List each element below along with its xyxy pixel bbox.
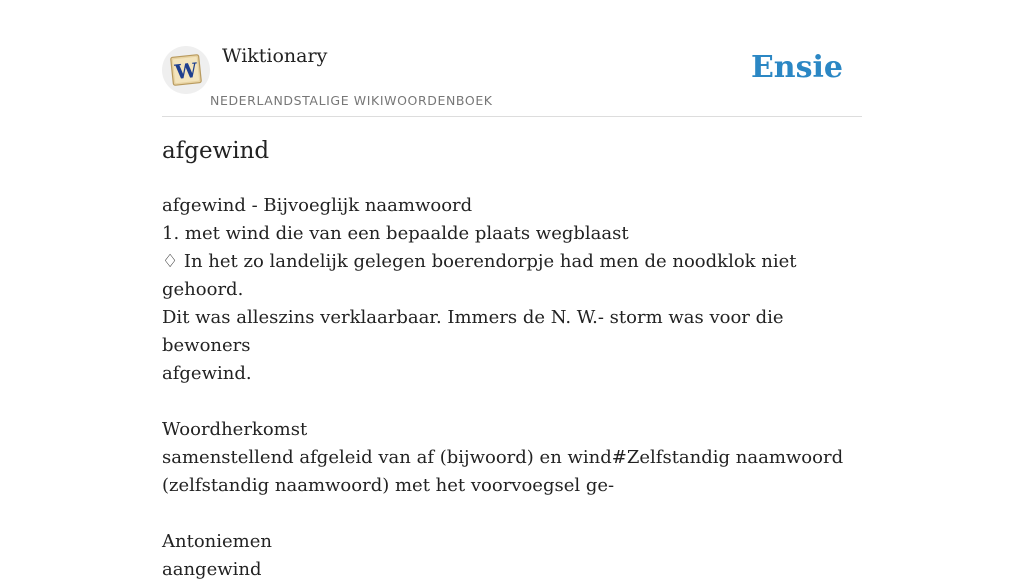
- page-title: afgewind: [162, 138, 270, 164]
- logo-letter: W: [173, 57, 199, 85]
- antonyms-heading: Antoniemen: [162, 531, 272, 552]
- antonyms-line: aangewind: [162, 559, 262, 580]
- entry-heading: afgewind - Bijvoeglijk naamwoord: [162, 195, 473, 216]
- etymology-line: samenstellend afgeleid van af (bijwoord) en wind#Zelfstandig naamwoord: [162, 447, 844, 468]
- site-name[interactable]: Wiktionary: [222, 45, 328, 67]
- wiktionary-logo-icon: [168, 52, 204, 88]
- example-line: ♢ In het zo landelijk gelegen boerendorpje had men de noodklok niet gehoord.: [162, 251, 797, 300]
- site-tagline: NEDERLANDSTALIGE WIKIWOORDENBOEK: [210, 93, 493, 108]
- etymology-line: (zelfstandig naamwoord) met het voorvoegsel ge-: [162, 475, 615, 496]
- example-line: Dit was alleszins verklaarbaar. Immers de N. W.- storm was voor die bewoners: [162, 307, 784, 356]
- definition-line: 1. met wind die van een bepaalde plaats wegblaast: [162, 223, 629, 244]
- spacer: [162, 388, 862, 416]
- site-header: [162, 0, 862, 117]
- example-line: afgewind.: [162, 363, 252, 384]
- wiktionary-logo[interactable]: [162, 46, 210, 94]
- spacer: [162, 500, 862, 528]
- entry-content: [162, 192, 862, 584]
- ensie-brand-link[interactable]: Ensie: [750, 50, 843, 85]
- etymology-heading: Woordherkomst: [162, 419, 308, 440]
- page-wrapper: [162, 0, 862, 580]
